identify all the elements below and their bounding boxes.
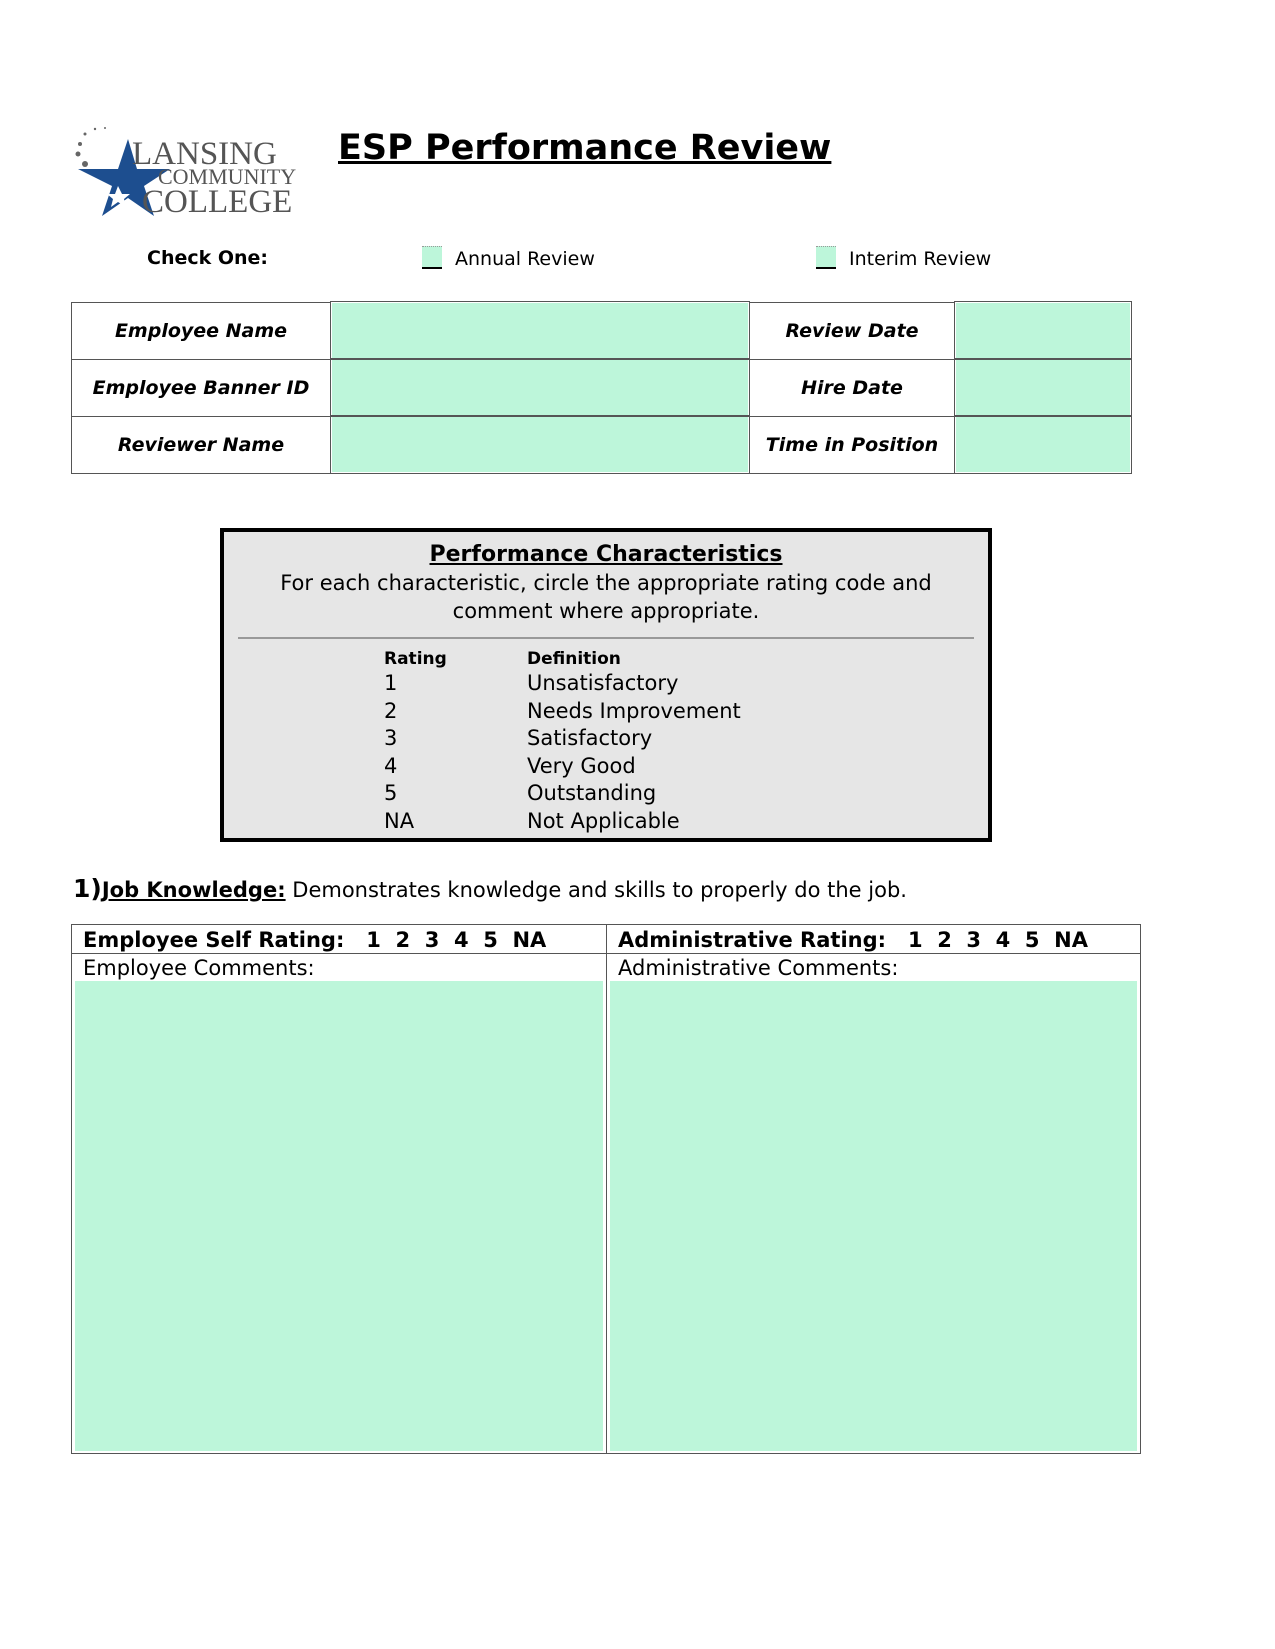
page-title: ESP Performance Review (338, 128, 832, 168)
divider (238, 637, 974, 639)
rating-row (384, 808, 741, 836)
check-one-label: Check One: (147, 247, 269, 269)
time-in-position-label: Time in Position (749, 416, 955, 473)
banner-id-field[interactable] (331, 359, 749, 416)
table-row (72, 302, 1132, 359)
rating-code: 1 (384, 671, 398, 695)
employee-rating-row (72, 925, 606, 954)
admin-comments-label: Administrative Comments: (618, 956, 899, 980)
employee-name-label: Employee Name (72, 302, 332, 359)
interim-review-label: Interim Review (849, 248, 992, 270)
admin-comments-field[interactable] (610, 981, 1137, 1451)
rating-code: 4 (384, 753, 398, 778)
rating-comments-table (71, 924, 1141, 1454)
employee-rating-scale[interactable]: 1 2 3 4 5 NA (344, 928, 547, 952)
question-heading (73, 874, 907, 903)
review-date-field[interactable] (955, 302, 1131, 359)
question-text: Demonstrates knowledge and skills to properly do the job. (285, 878, 907, 902)
table-row (72, 359, 1132, 416)
rating-legend (384, 648, 741, 835)
rating-row (384, 780, 741, 808)
svg-text:COMMUNITY: COMMUNITY (158, 164, 297, 189)
rating-definition: Not Applicable (527, 808, 680, 833)
time-in-position-field[interactable] (955, 416, 1131, 473)
performance-characteristics-box (220, 528, 992, 842)
annual-review-label: Annual Review (455, 248, 595, 270)
hire-date-field[interactable] (955, 359, 1131, 416)
admin-rating-scale[interactable]: 1 2 3 4 5 NA (886, 928, 1088, 952)
reviewer-name-field[interactable] (331, 416, 749, 473)
rating-definition: Needs Improvement (527, 698, 741, 723)
admin-rating-label: Administrative Rating: (618, 928, 887, 952)
employee-section (72, 925, 607, 1453)
table-row (72, 416, 1132, 473)
question-number: 1) (73, 874, 102, 903)
rating-definition: Outstanding (527, 781, 657, 805)
definition-header: Definition (527, 649, 621, 669)
question-title: Job Knowledge: (101, 878, 286, 902)
rating-definition: Unsatisfactory (527, 671, 679, 695)
employee-name-field[interactable] (331, 302, 749, 359)
rating-row (384, 753, 741, 781)
rating-code: 3 (384, 726, 398, 750)
employee-rating-label: Employee Self Rating: (83, 928, 345, 952)
rating-definition: Satisfactory (527, 726, 653, 750)
svg-text:LANSING: LANSING (132, 136, 277, 172)
characteristics-title: Performance Characteristics (429, 542, 783, 567)
admin-section (607, 925, 1140, 1453)
annual-review-checkbox[interactable] (422, 246, 442, 269)
rating-row (384, 698, 741, 726)
rating-header: Rating (384, 649, 447, 669)
svg-text:COLLEGE: COLLEGE (142, 184, 293, 220)
review-date-label: Review Date (749, 302, 955, 359)
rating-code: 5 (384, 781, 398, 805)
rating-row (384, 725, 741, 753)
rating-code: NA (384, 808, 415, 833)
characteristics-instructions: For each characteristic, circle the appropriate rating code and comment where appropriate. (280, 571, 932, 623)
rating-row (384, 670, 741, 698)
rating-definition: Very Good (527, 753, 636, 778)
college-logo (70, 124, 320, 224)
reviewer-name-label: Reviewer Name (72, 416, 332, 473)
star-logo-icon (70, 124, 320, 224)
rating-code: 2 (384, 698, 398, 723)
banner-id-label: Employee Banner ID (72, 359, 332, 416)
employee-comments-field[interactable] (75, 981, 603, 1451)
employee-info-table (71, 301, 1132, 474)
employee-comments-label: Employee Comments: (83, 956, 315, 980)
interim-review-checkbox[interactable] (816, 246, 836, 269)
hire-date-label: Hire Date (749, 359, 955, 416)
admin-rating-row (607, 925, 1140, 954)
